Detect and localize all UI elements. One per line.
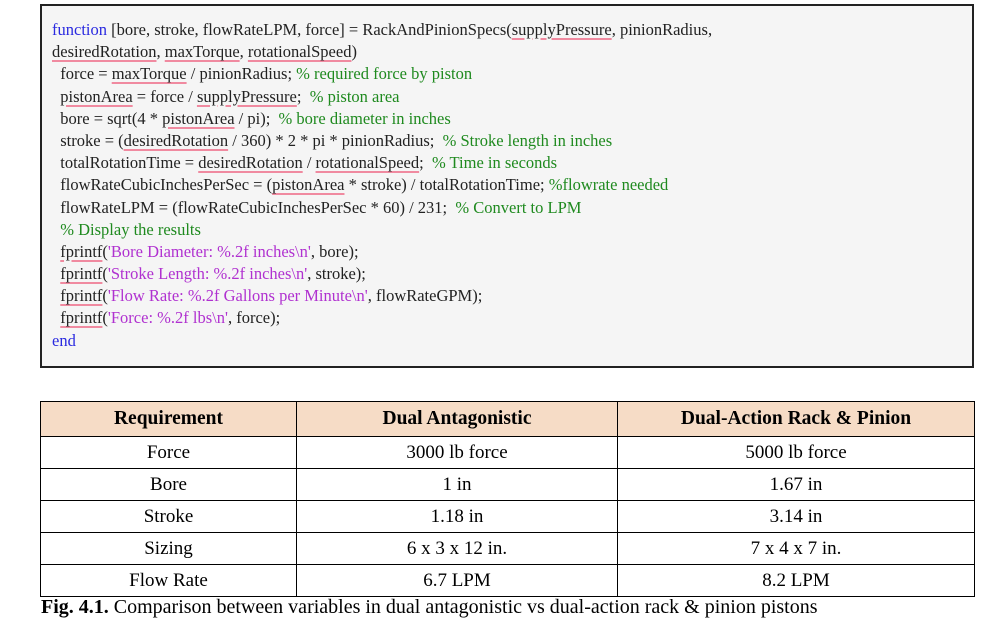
code-token: / 360) * 2 * pi * pinionRadius; [228, 130, 443, 150]
code-line [52, 86, 972, 108]
code-token: [bore, stroke, flowRateLPM, force] = RackAndPinionSpecs( [107, 20, 512, 39]
code-token: / pi); [234, 108, 279, 128]
code-line [52, 197, 972, 219]
code-token: pistonArea [60, 86, 133, 106]
code-lines [52, 19, 972, 352]
code-line [52, 63, 972, 85]
code-token [52, 242, 60, 261]
caption-text: Comparison between variables in dual antagonistic vs dual-action rack & pinion pistons [108, 596, 818, 618]
code-string: 'Force: %.2f lbs\n' [107, 308, 228, 328]
cell-rack-pinion: 3.14 in [618, 501, 975, 533]
code-keyword: function [52, 20, 107, 39]
table-row [41, 501, 975, 533]
code-token: desiredRotation [123, 130, 229, 150]
code-token: , stroke); [307, 264, 366, 284]
code-comment: % piston area [309, 86, 400, 106]
table-row [41, 437, 975, 469]
code-token [52, 87, 60, 106]
cell-dual-antagonistic: 1 in [297, 469, 618, 501]
cell-dual-antagonistic: 1.18 in [297, 501, 618, 533]
code-string: 'Stroke Length: %.2f inches\n' [107, 264, 308, 284]
code-block [40, 4, 974, 368]
code-comment: % Convert to LPM [455, 197, 582, 217]
code-line [52, 307, 972, 329]
code-token: ( [102, 264, 108, 284]
code-string: 'Bore Diameter: %.2f inches\n' [107, 241, 311, 261]
code-line [52, 263, 972, 285]
code-token [52, 264, 60, 283]
code-keyword: end [52, 330, 76, 350]
code-comment: % bore diameter in inches [278, 108, 451, 128]
comparison-table [40, 401, 975, 597]
code-token: fprintf [60, 241, 103, 261]
code-token: ; [296, 86, 310, 106]
code-token: maxTorque [164, 42, 240, 62]
code-token [52, 286, 60, 305]
table-row [41, 533, 975, 565]
code-token: , pinionRadius, [611, 20, 713, 39]
code-comment: % Display the results [60, 219, 201, 239]
code-token: , flowRateGPM); [367, 286, 483, 306]
header-dual-antagonistic: Dual Antagonistic [297, 402, 618, 437]
code-token [52, 220, 60, 239]
code-token: fprintf [60, 286, 103, 306]
code-token: / [302, 153, 316, 173]
code-line [52, 219, 972, 241]
code-comment: % required force by piston [296, 64, 473, 84]
code-token: rotationalSpeed [247, 42, 352, 62]
code-line [52, 174, 972, 196]
code-token: / pinionRadius; [186, 64, 297, 84]
code-token: supplyPressure [196, 86, 297, 106]
code-token: , force); [227, 308, 281, 328]
code-line [52, 108, 972, 130]
code-token: ( [102, 308, 108, 328]
header-requirement: Requirement [41, 402, 297, 437]
caption-label: Fig. 4.1. [41, 596, 109, 618]
code-token: , [239, 42, 248, 62]
code-comment: %flowrate needed [548, 175, 669, 195]
cell-requirement: Flow Rate [41, 565, 297, 597]
code-token: = force / [132, 86, 197, 106]
code-token: , [156, 42, 165, 62]
code-token [52, 308, 60, 327]
cell-dual-antagonistic: 3000 lb force [297, 437, 618, 469]
code-token: flowRateLPM = (flowRateCubicInchesPerSec * 60) / 231; [52, 197, 456, 217]
header-rack-pinion: Dual-Action Rack & Pinion [618, 402, 975, 437]
code-token: bore = sqrt(4 * [52, 108, 163, 128]
code-token: rotationalSpeed [315, 153, 420, 173]
code-token: fprintf [60, 308, 103, 328]
cell-requirement: Bore [41, 469, 297, 501]
cell-dual-antagonistic: 6.7 LPM [297, 565, 618, 597]
table-row [41, 469, 975, 501]
code-comment: % Stroke length in inches [442, 130, 613, 150]
code-token: force = [52, 64, 112, 84]
code-token: maxTorque [111, 64, 187, 84]
figure-caption [41, 595, 1001, 619]
code-token: stroke = ( [52, 130, 124, 150]
code-token: desiredRotation [52, 42, 157, 62]
code-line [52, 285, 972, 307]
code-token: * stroke) / totalRotationTime; [344, 175, 549, 195]
code-token: supplyPressure [511, 20, 612, 39]
cell-rack-pinion: 5000 lb force [618, 437, 975, 469]
cell-requirement: Stroke [41, 501, 297, 533]
table-header-row [41, 402, 975, 437]
code-line [52, 241, 972, 263]
code-token: totalRotationTime = [52, 153, 199, 173]
code-token: ( [102, 286, 108, 306]
cell-rack-pinion: 1.67 in [618, 469, 975, 501]
cell-rack-pinion: 8.2 LPM [618, 565, 975, 597]
code-token: ; [419, 153, 432, 173]
code-token: flowRateCubicInchesPerSec = ( [52, 175, 273, 195]
code-token: ( [102, 241, 108, 261]
code-token: fprintf [60, 264, 103, 284]
code-token: , bore); [310, 241, 359, 261]
code-line [52, 19, 972, 41]
code-token: desiredRotation [198, 153, 303, 173]
cell-dual-antagonistic: 6 x 3 x 12 in. [297, 533, 618, 565]
cell-rack-pinion: 7 x 4 x 7 in. [618, 533, 975, 565]
cell-requirement: Sizing [41, 533, 297, 565]
table-row [41, 565, 975, 597]
code-line [52, 152, 972, 174]
code-line [52, 41, 972, 63]
code-line [52, 130, 972, 152]
code-token: pistonArea [162, 108, 235, 128]
code-token: pistonArea [272, 175, 345, 195]
code-token: ) [351, 42, 357, 62]
cell-requirement: Force [41, 437, 297, 469]
code-comment: % Time in seconds [431, 153, 558, 173]
code-string: 'Flow Rate: %.2f Gallons per Minute\n' [107, 286, 368, 306]
code-line [52, 330, 972, 352]
